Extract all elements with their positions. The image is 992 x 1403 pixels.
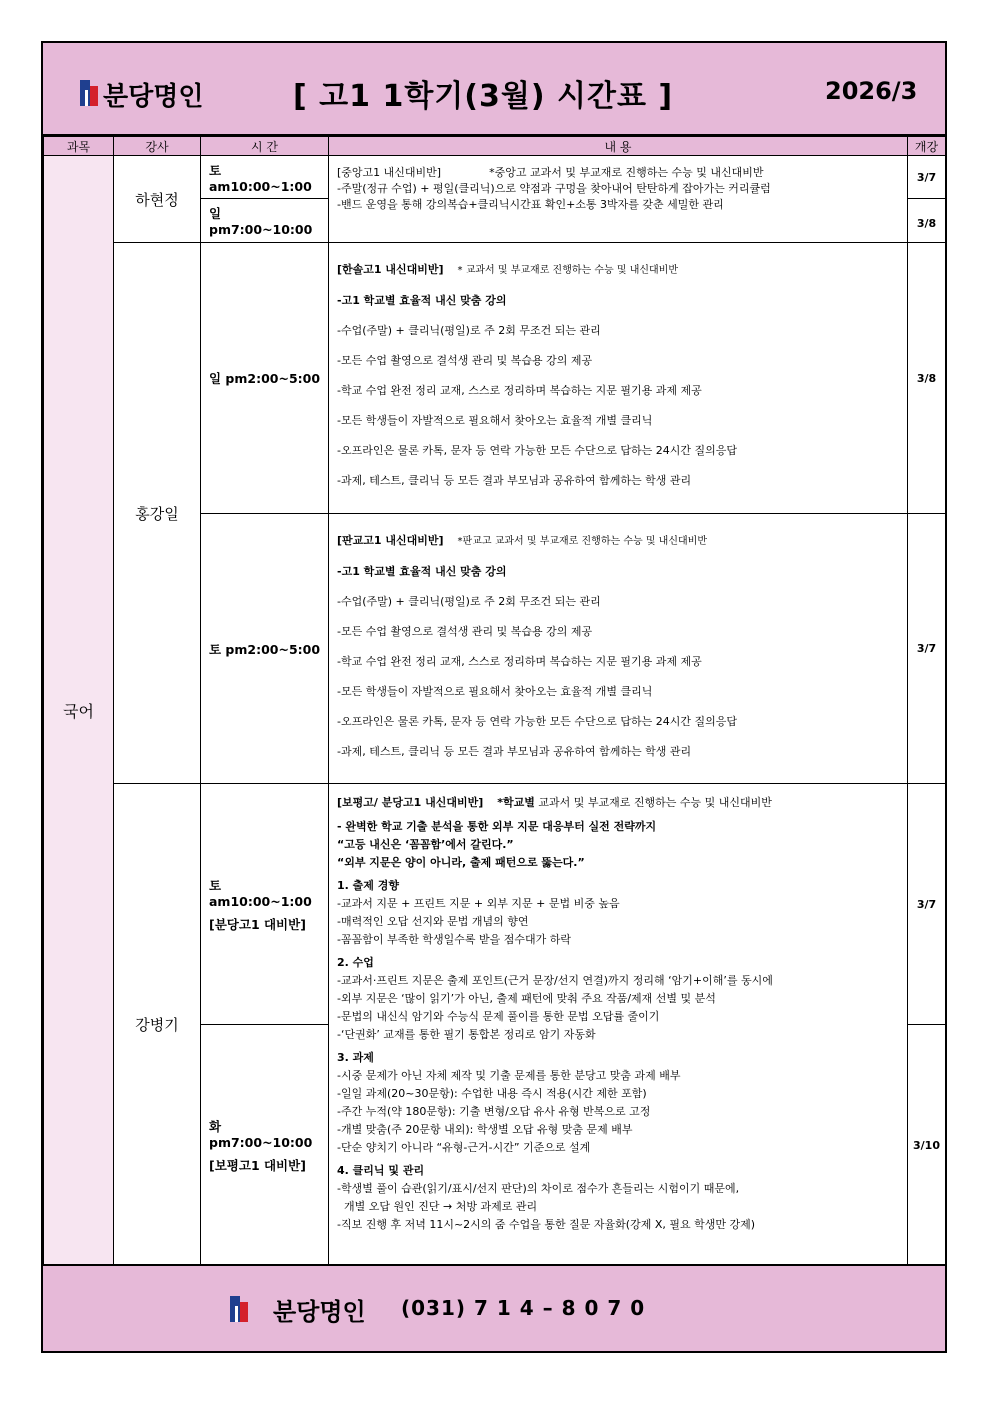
content-line: -과제, 테스트, 클리닉 등 모든 결과 부모님과 공유하여 함께하는 학생 관리 <box>337 474 692 487</box>
footer-brand: 분당명인 <box>273 1298 366 1326</box>
content-line: -직보 진행 후 저녁 11시~2시의 줌 수업을 통한 질문 자율화(강제 X, 필요 학생만 강제) <box>337 1218 756 1231</box>
section-title: 1. 출제 경향 <box>337 879 399 892</box>
content-line: -교과서·프린트 지문은 출제 포인트(근거 문장/선지 연결)까지 정리해 ‘암기+이해’를 동시에 <box>337 974 773 987</box>
start-date-cell: 3/7 <box>908 514 946 784</box>
column-header-subject: 과목 <box>44 137 114 156</box>
class-heading: [판교고1 내신대비반] <box>337 534 444 547</box>
content-line: 개별 오답 원인 진단 → 처방 과제로 관리 <box>337 1200 538 1213</box>
intro-line: “고등 내신은 ‘꼼꼼함’에서 갈린다.” <box>337 838 514 851</box>
schedule-table <box>43 136 946 1266</box>
content-line: -고1 학교별 효율적 내신 맞춤 강의 <box>337 294 507 307</box>
table-row <box>44 784 946 1025</box>
page-title: [ 고1 1학기(3월) 시간표 ] <box>293 79 674 114</box>
class-note-bold: *학교별 <box>497 796 535 809</box>
content-line: -수업(주말) + 클리닉(평일)로 주 2회 무조건 되는 관리 <box>337 595 601 608</box>
subject-cell: 국어 <box>44 156 114 1266</box>
page-header <box>43 43 945 136</box>
time-cell: 일 pm2:00~5:00 <box>201 243 329 514</box>
content-line: -교과서 지문 + 프린트 지문 + 외부 지문 + 문법 비중 높음 <box>337 897 620 910</box>
content-line: -학생별 풀이 습관(읽기/표시/선지 판단)의 차이로 점수가 흔들리는 시험이기 때문에, <box>337 1182 740 1195</box>
content-line: -밴드 운영을 통해 강의복습+클리닉시간표 확인+소통 3박자를 갖춘 세밀한 관리 <box>337 197 724 211</box>
teacher-cell: 홍강일 <box>114 243 201 784</box>
time-cell <box>201 1025 329 1266</box>
content-line: -주간 누적(약 180문항): 기출 변형/오답 유사 유형 반복으로 고정 <box>337 1105 651 1118</box>
content-line: -모든 수업 촬영으로 결석생 관리 및 복습용 강의 제공 <box>337 354 593 367</box>
time-label: 토 am10:00~1:00 <box>209 877 312 909</box>
class-note: *판교고 교과서 및 부교재로 진행하는 수능 및 내신대비반 <box>457 536 707 547</box>
class-note: * 교과서 및 부교재로 진행하는 수능 및 내신대비반 <box>457 265 678 276</box>
teacher-cell: 하현정 <box>114 156 201 243</box>
content-line: -일일 과제(20~30문항): 수업한 내용 즉시 적용(시간 제한 포함) <box>337 1087 647 1100</box>
class-heading: [보평고/ 분당고1 내신대비반] <box>337 796 484 809</box>
class-label: [보평고1 대비반] <box>209 1157 306 1173</box>
content-line: -매력적인 오답 선지와 문법 개념의 향연 <box>337 915 529 928</box>
time-cell: 토 am10:00~1:00 <box>201 156 329 199</box>
teacher-cell: 강병기 <box>114 784 201 1266</box>
content-line: -개별 맞춤(주 20문항 내외): 학생별 오답 유형 맞춤 문제 배부 <box>337 1123 633 1136</box>
start-date-cell: 3/7 <box>908 156 946 199</box>
footer-phone: (031) 7 1 4 – 8 0 7 0 <box>401 1296 646 1320</box>
content-line: -‘단권화’ 교재를 통한 필기 통합본 정리로 암기 자동화 <box>337 1028 596 1041</box>
content-line: -학교 수업 완전 정리 교재, 스스로 정리하며 복습하는 지문 필기용 과제 제공 <box>337 655 702 668</box>
brand-name: 분당명인 <box>103 82 204 112</box>
content-line: -고1 학교별 효율적 내신 맞춤 강의 <box>337 565 507 578</box>
column-header-content: 내 용 <box>329 137 908 156</box>
intro-line: - 완벽한 학교 기출 분석을 통한 외부 지문 대응부터 실전 전략까지 <box>337 820 657 833</box>
content-line: -모든 학생들이 자발적으로 필요해서 찾아오는 효율적 개별 클리닉 <box>337 685 653 698</box>
content-cell <box>329 243 908 514</box>
content-line: -문법의 내신식 암기와 수능식 문제 풀이를 통한 문법 오답률 줄이기 <box>337 1010 660 1023</box>
timetable-frame <box>41 41 947 1353</box>
content-line: -오프라인은 물론 카톡, 문자 등 연락 가능한 모든 수단으로 답하는 24시간 질의응답 <box>337 715 737 728</box>
time-cell <box>201 784 329 1025</box>
time-cell: 일 pm7:00~10:00 <box>201 199 329 243</box>
content-line: -수업(주말) + 클리닉(평일)로 주 2회 무조건 되는 관리 <box>337 324 601 337</box>
content-line: -단순 양치기 아니라 “유형-근거-시간” 기준으로 설계 <box>337 1141 591 1154</box>
start-date-cell: 3/7 <box>908 784 946 1025</box>
footer-logo-icon <box>230 1296 248 1322</box>
time-cell: 토 pm2:00~5:00 <box>201 514 329 784</box>
class-heading: [한솔고1 내신대비반] <box>337 263 444 276</box>
content-line: -모든 수업 촬영으로 결석생 관리 및 복습용 강의 제공 <box>337 625 593 638</box>
section-title: 4. 클리닉 및 관리 <box>337 1164 425 1177</box>
intro-line: “외부 지문은 양이 아니라, 출제 패턴으로 뚫는다.” <box>337 856 585 869</box>
content-line: -주말(정규 수업) + 평일(클리닉)으로 약점과 구멍을 찾아내어 탄탄하게 잡아가는 커리큘럼 <box>337 181 771 195</box>
content-line: -오프라인은 물론 카톡, 문자 등 연락 가능한 모든 수단으로 답하는 24시간 질의응답 <box>337 444 737 457</box>
start-date-cell: 3/8 <box>908 243 946 514</box>
start-date-cell: 3/10 <box>908 1025 946 1266</box>
section-title: 3. 과제 <box>337 1051 374 1064</box>
content-line: -꼼꼼함이 부족한 학생일수록 받을 점수대가 하락 <box>337 933 571 946</box>
brand-logo-icon <box>80 80 98 106</box>
table-row <box>44 243 946 514</box>
start-date-cell: 3/8 <box>908 199 946 243</box>
time-label: 화 pm7:00~10:00 <box>209 1118 313 1150</box>
content-line: -학교 수업 완전 정리 교재, 스스로 정리하며 복습하는 지문 필기용 과제 제공 <box>337 384 702 397</box>
content-line: -모든 학생들이 자발적으로 필요해서 찾아오는 효율적 개별 클리닉 <box>337 414 653 427</box>
table-header-row <box>44 137 946 156</box>
class-note: *중앙고 교과서 및 부교재로 진행하는 수능 및 내신대비반 <box>489 166 764 179</box>
section-title: 2. 수업 <box>337 956 374 969</box>
column-header-teacher: 강사 <box>114 137 201 156</box>
page-footer <box>43 1264 945 1351</box>
content-cell <box>329 514 908 784</box>
column-header-start: 개강 <box>908 137 946 156</box>
content-line: -시중 문제가 아닌 자체 제작 및 기출 문제를 통한 분당고 맞춤 과제 배부 <box>337 1069 681 1082</box>
page-date: 2026/3 <box>825 77 918 105</box>
class-label: [분당고1 대비반] <box>209 916 306 932</box>
content-line: -과제, 테스트, 클리닉 등 모든 결과 부모님과 공유하여 함께하는 학생 관리 <box>337 745 692 758</box>
column-header-time: 시 간 <box>201 137 329 156</box>
table-row <box>44 156 946 199</box>
class-note: 교과서 및 부교재로 진행하는 수능 및 내신대비반 <box>534 796 772 809</box>
class-heading: [중앙고1 내신대비반] <box>337 166 442 179</box>
content-line: -외부 지문은 ‘많이 읽기’가 아닌, 출제 패턴에 맞춰 주요 작품/제재 선별 및 분석 <box>337 992 716 1005</box>
content-cell <box>329 784 908 1266</box>
content-cell <box>329 156 908 243</box>
